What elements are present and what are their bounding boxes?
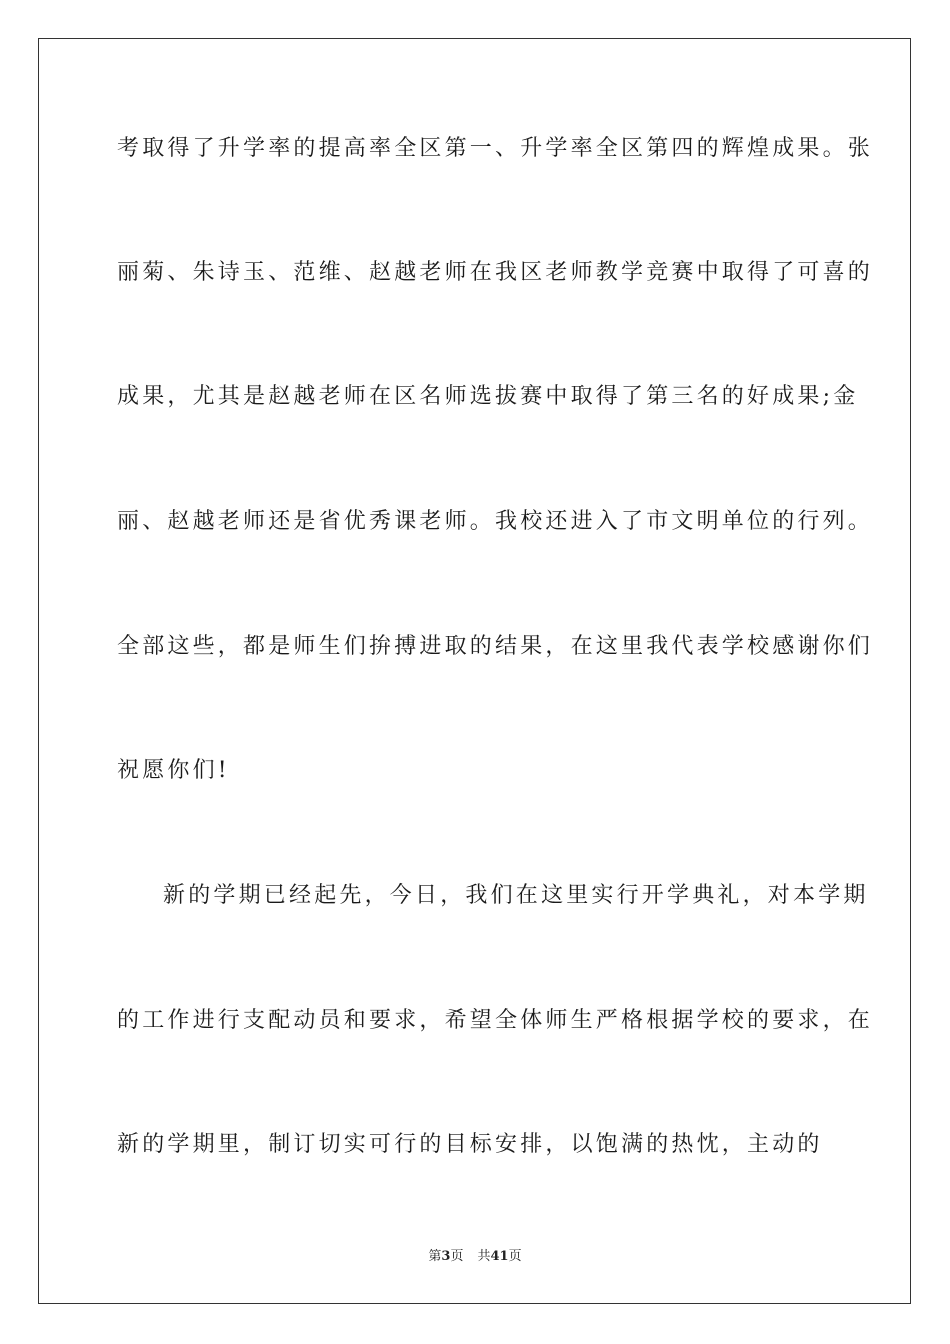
text-line: 祝愿你们! xyxy=(117,758,230,783)
text-line: 成果，尤其是赵越老师在区名师选拔赛中取得了第三名的好成果;金 xyxy=(117,384,859,409)
total-suffix: 页 xyxy=(508,1249,522,1264)
text-line: 考取得了升学率的提高率全区第一、升学率全区第四的辉煌成果。张 xyxy=(117,136,874,161)
page-number: 3 xyxy=(441,1249,451,1264)
text-line: 的工作进行支配动员和要求，希望全体师生严格根据学校的要求，在 xyxy=(117,1008,874,1033)
total-prefix: 共 xyxy=(477,1249,491,1264)
text-line: 丽、赵越老师还是省优秀课老师。我校还进入了市文明单位的行列。 xyxy=(117,509,874,534)
text-line: 丽菊、朱诗玉、范维、赵越老师在我区老师教学竞赛中取得了可喜的 xyxy=(117,260,874,285)
page-border xyxy=(38,38,911,1304)
paragraph-first-line: 新的学期已经起先，今日，我们在这里实行开学典礼，对本学期 xyxy=(163,883,869,908)
total-pages: 41 xyxy=(490,1249,509,1264)
text-line: 全部这些，都是师生们拚搏进取的结果，在这里我代表学校感谢你们 xyxy=(117,634,874,659)
text-line: 新的学期里，制订切实可行的目标安排，以饱满的热忱，主动的 xyxy=(117,1132,823,1157)
page-suffix: 页 xyxy=(450,1249,464,1264)
page-footer xyxy=(0,1248,950,1266)
page-prefix: 第 xyxy=(428,1249,442,1264)
